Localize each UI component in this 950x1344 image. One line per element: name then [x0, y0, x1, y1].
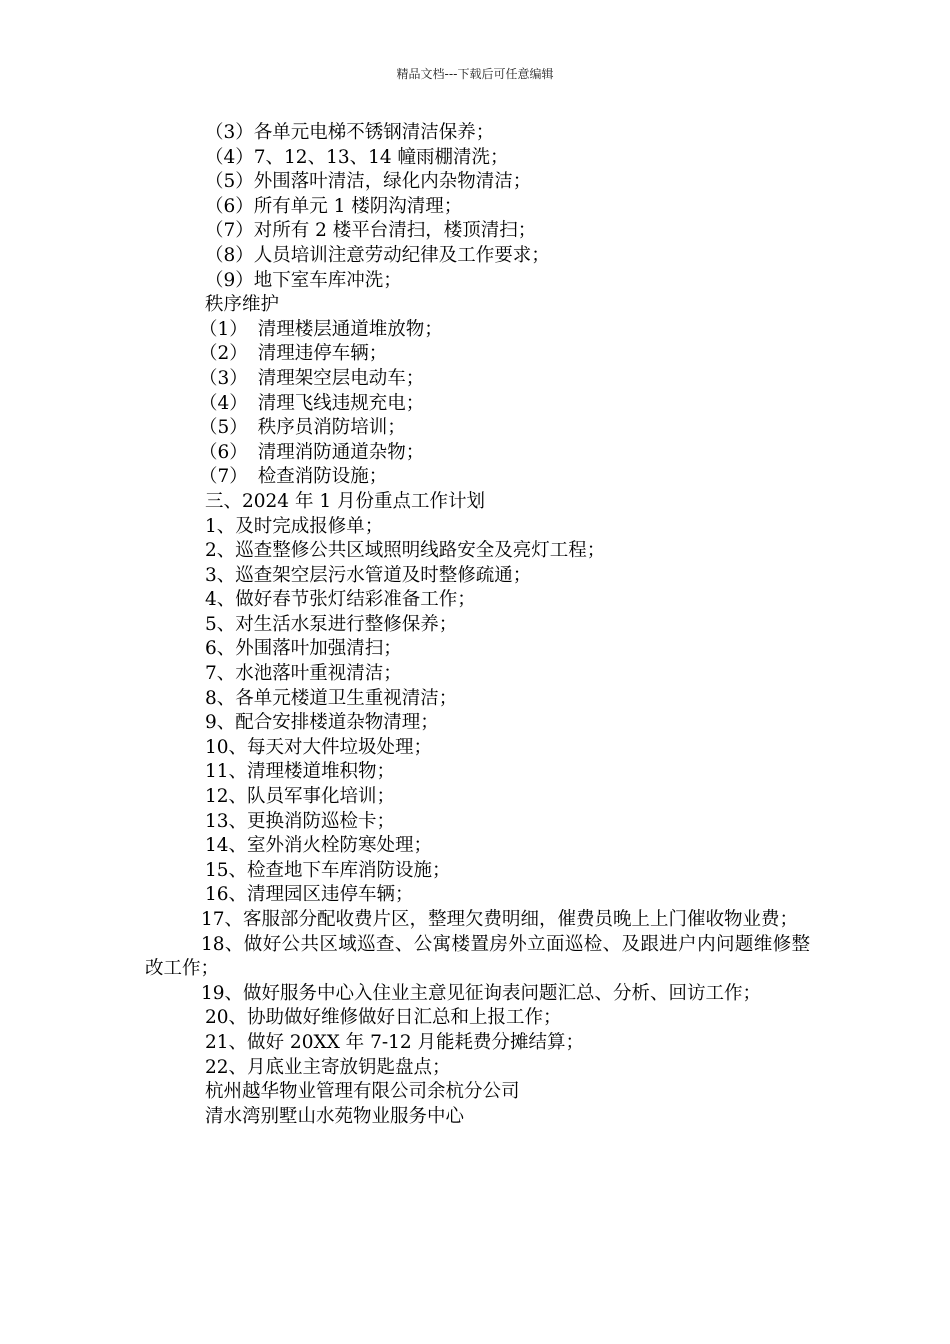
order-heading: 秩序维护	[205, 294, 280, 316]
order-item-number: （1）	[199, 318, 248, 340]
plan-item: 10、每天对大件垃圾处理；	[205, 736, 433, 758]
plan-item: 16、清理园区违停车辆；	[205, 884, 414, 906]
order-item-text: 清理消防通道杂物；	[257, 441, 425, 463]
order-item-text: 秩序员消防培训；	[257, 417, 406, 439]
order-item	[145, 367, 810, 392]
order-item	[145, 416, 810, 441]
order-item	[145, 441, 810, 466]
order-item-text: 检查消防设施；	[257, 466, 388, 488]
plan-item: 7、水池落叶重视清洁；	[205, 663, 402, 685]
plan-item: 2、巡查整修公共区域照明线路安全及亮灯工程；	[205, 540, 606, 562]
order-item-text: 清理架空层电动车；	[257, 367, 425, 389]
cleaning-item: （4）7、12、13、14 幢雨棚清洗；	[205, 146, 509, 168]
plan-item: 11、清理楼道堆积物；	[205, 761, 396, 783]
plan-item: 19、做好服务中心入住业主意见征询表问题汇总、分析、回访工作；	[201, 982, 762, 1004]
order-item-number: （2）	[199, 343, 248, 365]
order-item-text: 清理飞线违规充电；	[257, 392, 425, 414]
signature-company: 杭州越华物业管理有限公司余杭分公司	[205, 1081, 520, 1103]
plan-item: 21、做好 20XX 年 7-12 月能耗费分摊结算；	[205, 1031, 585, 1053]
plan-item: 22、月底业主寄放钥匙盘点；	[205, 1056, 451, 1078]
plan-item: 15、检查地下车库消防设施；	[205, 859, 451, 881]
order-item-text: 清理楼层通道堆放物；	[257, 318, 443, 340]
cleaning-item: （8）人员培训注意劳动纪律及工作要求；	[205, 244, 550, 266]
plan-item: 4、做好春节张灯结彩准备工作；	[205, 589, 476, 611]
plan-item: 12、队员军事化培训；	[205, 786, 396, 808]
order-item-number: （6）	[199, 441, 248, 463]
plan-item: 5、对生活水泵进行整修保养；	[205, 613, 458, 635]
signature-center: 清水湾别墅山水苑物业服务中心	[205, 1105, 465, 1127]
document-body	[145, 121, 810, 1129]
order-item	[145, 342, 810, 367]
plan-item: 3、巡查架空层污水管道及时整修疏通；	[205, 564, 532, 586]
plan-list	[145, 515, 810, 1081]
plan-heading: 三、2024 年 1 月份重点工作计划	[205, 490, 485, 512]
plan-item: 17、客服部分配收费片区，整理欠费明细，催费员晚上上门催收物业费；	[201, 909, 799, 930]
plan-item: 9、配合安排楼道杂物清理；	[205, 712, 439, 734]
cleaning-list	[145, 121, 810, 293]
order-list	[145, 318, 810, 490]
page-header: 精品文档---下载后可任意编辑	[396, 67, 554, 81]
cleaning-item: （6）所有单元 1 楼阴沟清理；	[205, 195, 463, 217]
cleaning-item: （7）对所有 2 楼平台清扫，楼顶清扫；	[205, 220, 537, 242]
order-item-text: 清理违停车辆；	[257, 343, 388, 365]
order-item	[145, 318, 810, 343]
order-item	[145, 465, 810, 490]
plan-item: 20、协助做好维修做好日汇总和上报工作；	[205, 1007, 562, 1029]
plan-item: 13、更换消防巡检卡；	[205, 810, 396, 832]
cleaning-item: （3）各单元电梯不锈钢清洁保养；	[205, 122, 495, 143]
order-item-number: （4）	[199, 392, 248, 414]
cleaning-item: （9）地下室车库冲洗；	[205, 269, 402, 291]
order-item	[145, 392, 810, 417]
order-item-number: （5）	[199, 417, 248, 439]
order-item-number: （7）	[199, 466, 248, 488]
plan-item: 1、及时完成报修单；	[205, 515, 384, 537]
order-item-number: （3）	[199, 367, 248, 389]
plan-item: 6、外围落叶加强清扫；	[205, 638, 402, 660]
plan-item: 14、室外消火栓防寒处理；	[205, 835, 433, 857]
cleaning-item: （5）外围落叶清洁，绿化内杂物清洁；	[205, 171, 532, 193]
plan-item: 8、各单元楼道卫生重视清洁；	[205, 687, 458, 709]
plan-item: 18、做好公共区域巡查、公寓楼置房外立面巡检、及跟进户内问题维修整改工作；	[145, 933, 810, 980]
